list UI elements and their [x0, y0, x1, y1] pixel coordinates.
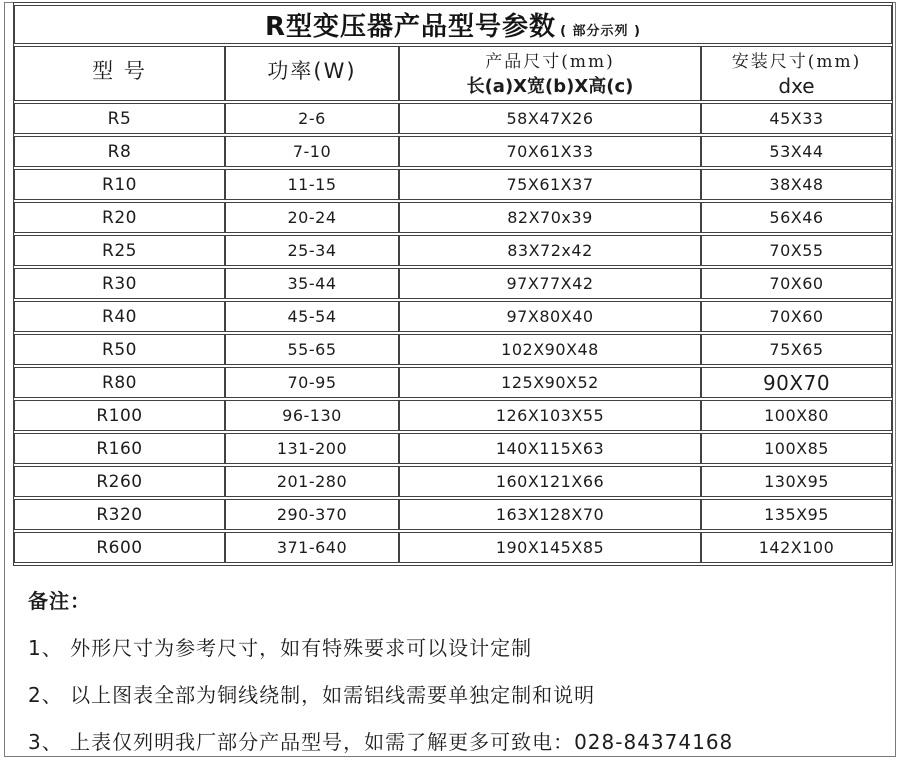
- table-title: R型变压器产品型号参数: [265, 12, 557, 42]
- install-cell: 135X95: [701, 499, 892, 530]
- table-row: [14, 499, 892, 530]
- header-size: [399, 46, 701, 101]
- table-row: [14, 301, 892, 332]
- power-cell: 20-24: [225, 202, 399, 233]
- install-cell: 56X46: [701, 202, 892, 233]
- model-cell: R5: [14, 103, 225, 134]
- header-size-formula: 长(a)X宽(b)X高(c): [466, 76, 634, 97]
- model-cell: R20: [14, 202, 225, 233]
- power-cell: 96-130: [225, 400, 399, 431]
- size-cell: 97X80X40: [399, 301, 701, 332]
- notes-label: 备注：: [28, 589, 91, 613]
- model-cell: R260: [14, 466, 225, 497]
- model-cell: R80: [14, 367, 225, 398]
- power-cell: 7-10: [225, 136, 399, 167]
- table-title-cell: [14, 5, 892, 44]
- model-cell: R10: [14, 169, 225, 200]
- size-cell: 83X72x42: [399, 235, 701, 266]
- table-row: [14, 334, 892, 365]
- header-size-unit: 产品尺寸(mm): [485, 52, 615, 72]
- notes-section: [28, 588, 878, 755]
- size-cell: 58X47X26: [399, 103, 701, 134]
- model-cell: R320: [14, 499, 225, 530]
- install-cell: 45X33: [701, 103, 892, 134]
- install-cell: 70X60: [701, 268, 892, 299]
- install-cell: 130X95: [701, 466, 892, 497]
- table-row: [14, 532, 892, 563]
- header-install-formula: dxe: [778, 74, 815, 98]
- install-cell: 75X65: [701, 334, 892, 365]
- install-cell: 90X70: [701, 367, 892, 398]
- install-cell: 100X80: [701, 400, 892, 431]
- install-cell: 100X85: [701, 433, 892, 464]
- install-cell: 142X100: [701, 532, 892, 563]
- model-cell: R8: [14, 136, 225, 167]
- header-row: [14, 46, 892, 101]
- size-cell: 125X90X52: [399, 367, 701, 398]
- table-row: [14, 235, 892, 266]
- table-body: [14, 103, 892, 563]
- install-cell: 70X55: [701, 235, 892, 266]
- size-cell: 82X70x39: [399, 202, 701, 233]
- model-cell: R40: [14, 301, 225, 332]
- model-cell: R600: [14, 532, 225, 563]
- table-row: [14, 103, 892, 134]
- size-cell: 75X61X37: [399, 169, 701, 200]
- header-install: [701, 46, 892, 101]
- power-cell: 45-54: [225, 301, 399, 332]
- table-title-suffix: ( 部分示列 ): [560, 24, 641, 39]
- model-cell: R50: [14, 334, 225, 365]
- title-row: [14, 5, 892, 44]
- install-cell: 38X48: [701, 169, 892, 200]
- table-row: [14, 400, 892, 431]
- spec-table: [13, 2, 893, 566]
- power-cell: 290-370: [225, 499, 399, 530]
- install-cell: 70X60: [701, 301, 892, 332]
- model-cell: R100: [14, 400, 225, 431]
- power-cell: 55-65: [225, 334, 399, 365]
- table-row: [14, 466, 892, 497]
- table-row: [14, 268, 892, 299]
- size-cell: 97X77X42: [399, 268, 701, 299]
- header-power: 功率(W): [225, 46, 399, 101]
- header-install-unit: 安装尺寸(mm): [731, 52, 862, 72]
- model-cell: R160: [14, 433, 225, 464]
- table-row: [14, 202, 892, 233]
- model-cell: R25: [14, 235, 225, 266]
- size-cell: 163X128X70: [399, 499, 701, 530]
- table-row: [14, 169, 892, 200]
- model-cell: R30: [14, 268, 225, 299]
- size-cell: 70X61X33: [399, 136, 701, 167]
- size-cell: 126X103X55: [399, 400, 701, 431]
- size-cell: 140X115X63: [399, 433, 701, 464]
- size-cell: 102X90X48: [399, 334, 701, 365]
- power-cell: 11-15: [225, 169, 399, 200]
- power-cell: 35-44: [225, 268, 399, 299]
- note-line-1: 1、 外形尺寸为参考尺寸，如有特殊要求可以设计定制: [28, 636, 533, 660]
- power-cell: 131-200: [225, 433, 399, 464]
- power-cell: 371-640: [225, 532, 399, 563]
- note-line-2: 2、 以上图表全部为铜线绕制，如需铝线需要单独定制和说明: [28, 683, 596, 707]
- power-cell: 25-34: [225, 235, 399, 266]
- header-model: 型 号: [14, 46, 225, 101]
- install-cell: 53X44: [701, 136, 892, 167]
- note-line-3: 3、 上表仅列明我厂部分产品型号，如需了解更多可致电：028-84374168: [28, 730, 734, 754]
- power-cell: 2-6: [225, 103, 399, 134]
- table-row: [14, 136, 892, 167]
- size-cell: 160X121X66: [399, 466, 701, 497]
- table-row: [14, 433, 892, 464]
- size-cell: 190X145X85: [399, 532, 701, 563]
- power-cell: 70-95: [225, 367, 399, 398]
- power-cell: 201-280: [225, 466, 399, 497]
- table-row: [14, 367, 892, 398]
